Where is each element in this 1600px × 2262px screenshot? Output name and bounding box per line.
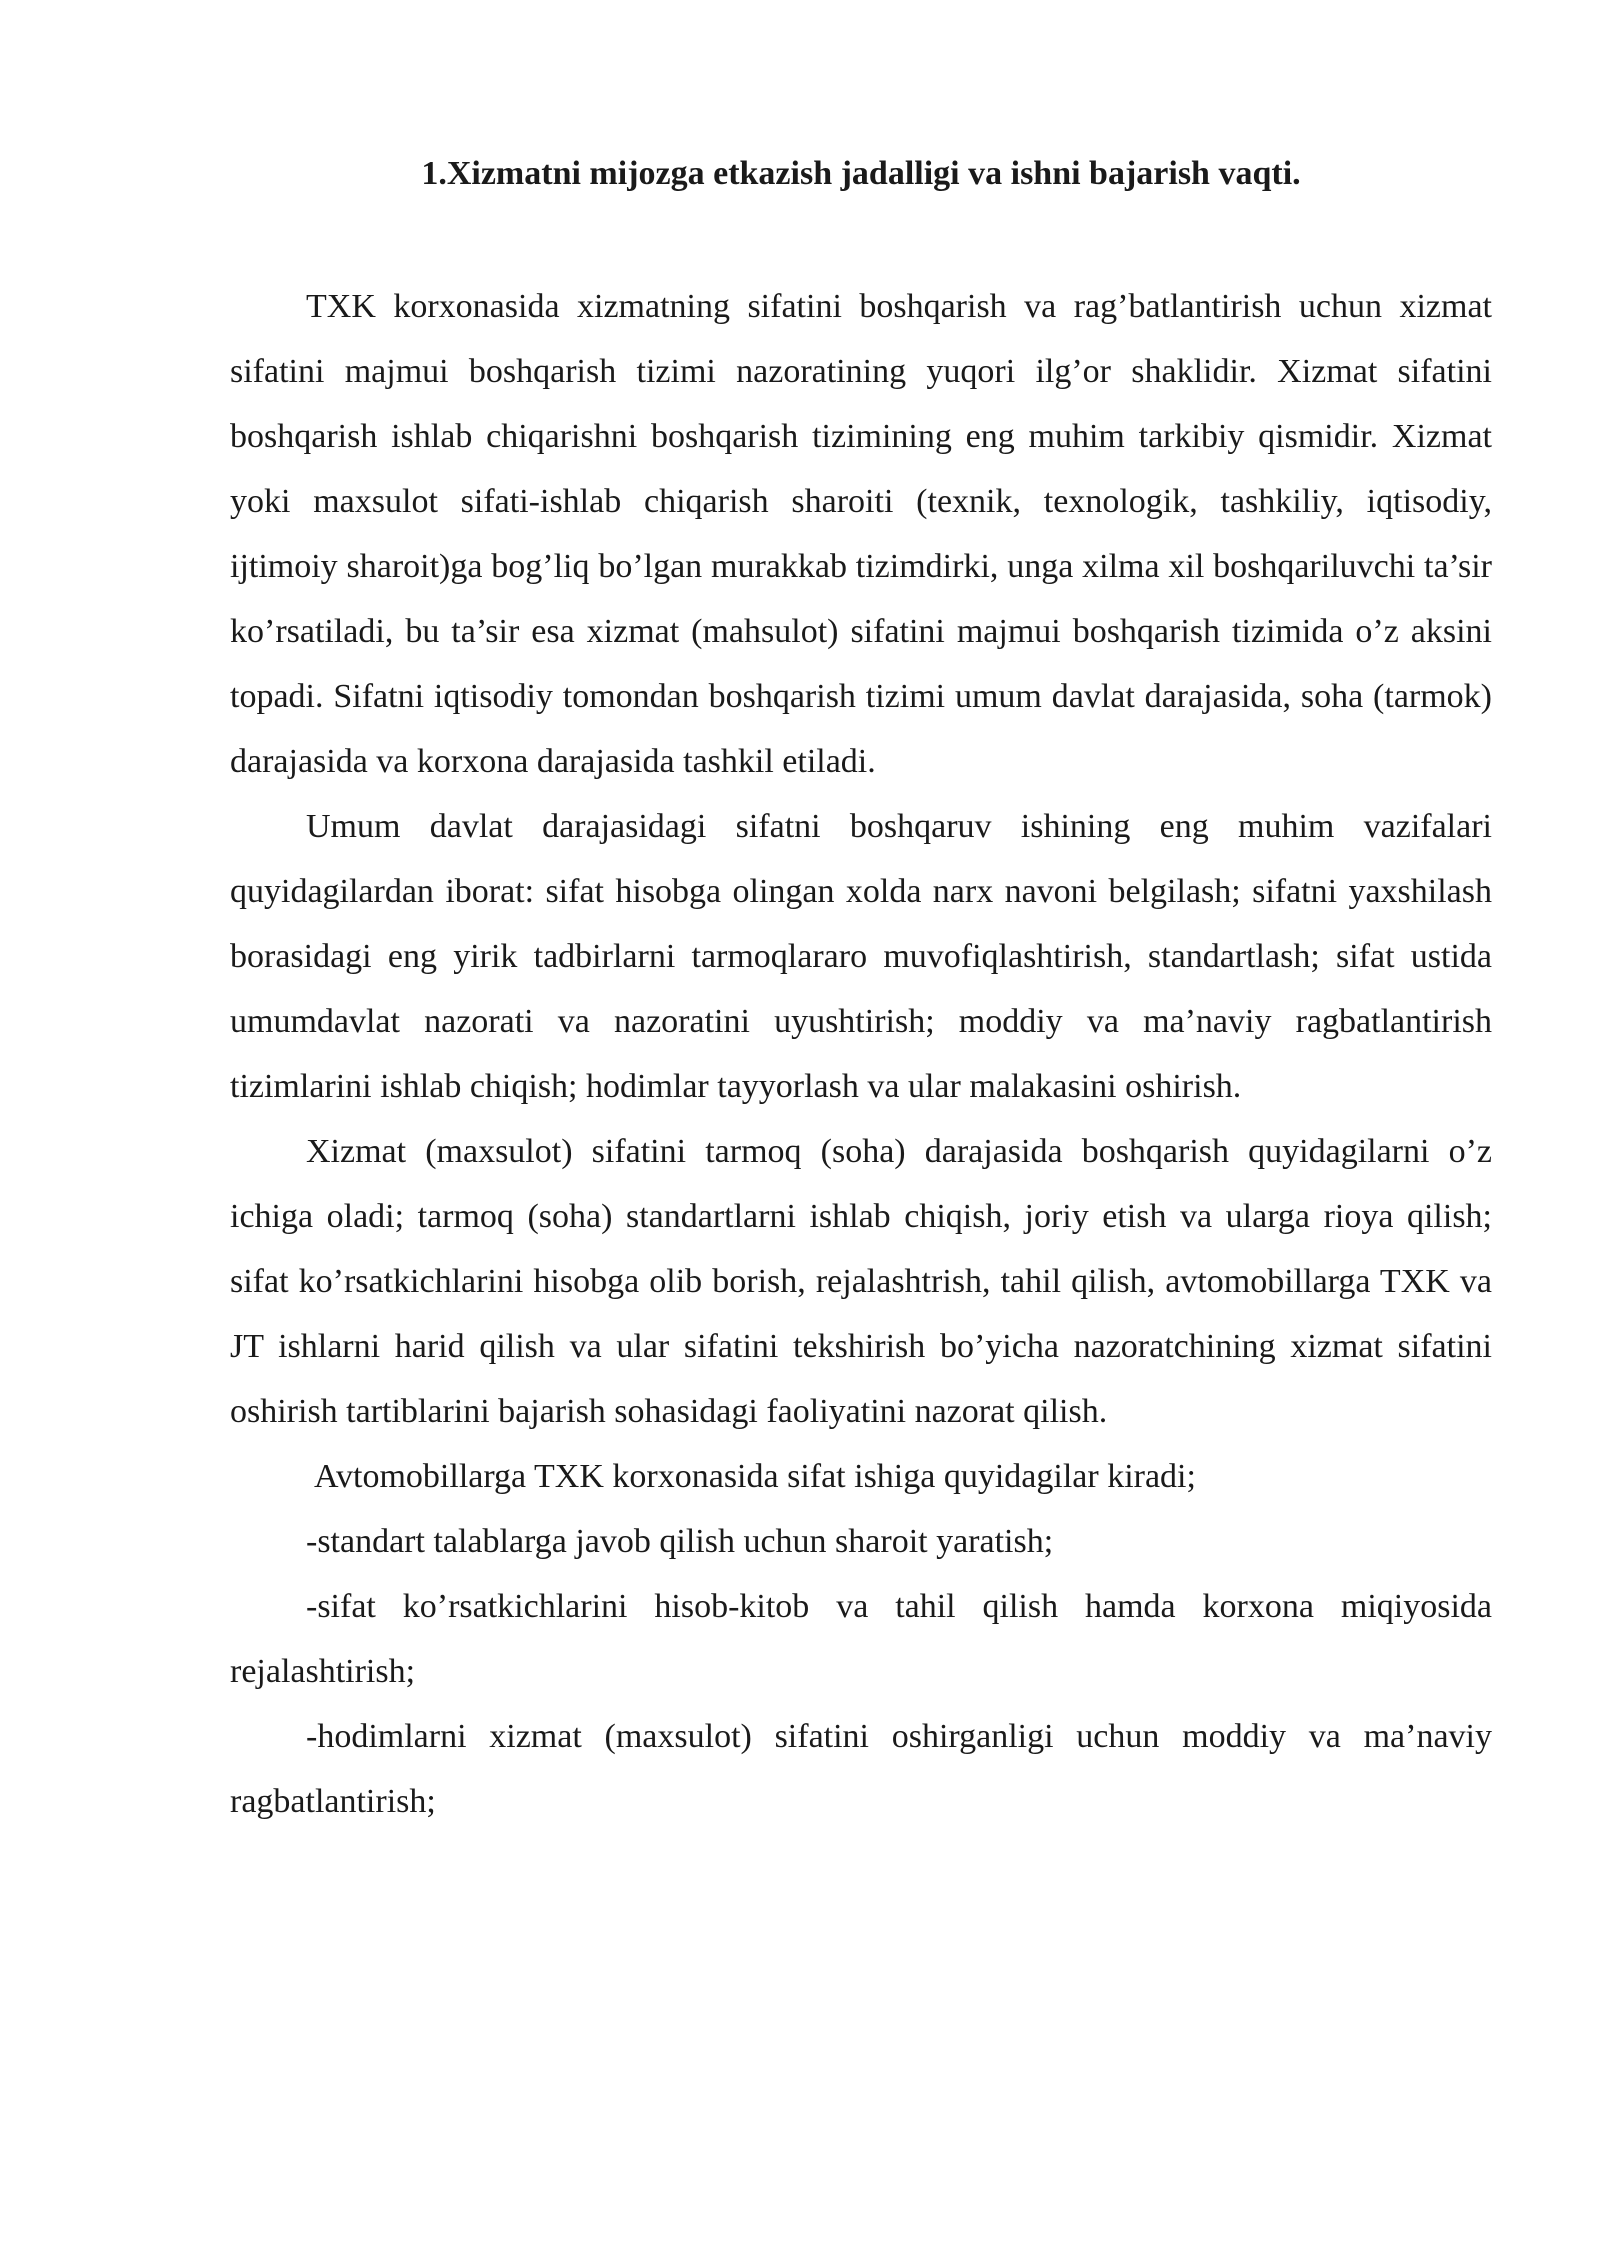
document-page [230,150,1492,1834]
list-item: -standart talablarga javob qilish uchun sharoit yaratish; [306,1523,1054,1560]
list-item: -hodimlarni xizmat (maxsulot) sifatini oshirganligi uchun moddiy va ma’naviy ragbatlantirish; [230,1718,1492,1820]
paragraph-intro: TXK korxonasida xizmatning sifatini boshqarish va rag’batlantirish uchun xizmat sifatini majmui boshqarish tizimi nazoratining yuqori ilg’or shaklidir. Xizmat sifatini boshqarish ishlab chiqarishni boshqarish tizimining eng muhim tarkibiy qismidir. Xizmat yoki maxsulot sifati-ishlab chiqarish sharoiti (texnik, texnologik, tashkiliy, iqtisodiy, ijtimoiy sharoit)ga bog’liq bo’lgan murakkab tizimdirki, unga xilma xil boshqariluvchi ta’sir ko’rsatiladi, bu ta’sir esa xizmat (mahsulot) sifatini majmui boshqarish tizimida o’z aksini topadi. Sifatni iqtisodiy tomondan boshqarish tizimi umum davlat darajasida, soha (tarmok) darajasida va korxona darajasida tashkil etiladi. [230,288,1492,780]
paragraph-sector-level: Xizmat (maxsulot) sifatini tarmoq (soha) darajasida boshqarish quyidagilarni o’z ichiga oladi; tarmoq (soha) standartlarni ishlab chiqish, joriy etish va ularga rioya qilish; sifat ko’rsatkichlarini hisobga olib borish, rejalashtrish, tahil qilish, avtomobillarga TXK va JT ishlarni harid qilish va ular sifatini tekshirish bo’yicha nazoratchining xizmat sifatini oshirish tartiblarini bajarish sohasidagi faoliyatini nazorat qilish. [230,1133,1492,1430]
page-title: 1.Xizmatni mijozga etkazish jadalligi va ishni bajarish vaqti. [421,155,1301,192]
list-item: -sifat ko’rsatkichlarini hisob-kitob va tahil qilish hamda korxona miqiyosida rejalashtirish; [230,1588,1492,1690]
paragraph-state-level: Umum davlat darajasidagi sifatni boshqaruv ishining eng muhim vazifalari quyidagilardan iborat: sifat hisobga olingan xolda narx navoni belgilash; sifatni yaxshilash borasidagi eng yirik tadbirlarni tarmoqlararo muvofiqlashtirish, standartlash; sifat ustida umumdavlat nazorati va nazoratini uyushtirish; moddiy va ma’naviy ragbatlantirish tizimlarini ishlab chiqish; hodimlar tayyorlash va ular malakasini oshirish. [230,808,1492,1105]
paragraph-enterprise-level: Avtomobillarga TXK korxonasida sifat ishiga quyidagilar kiradi; [314,1458,1196,1495]
